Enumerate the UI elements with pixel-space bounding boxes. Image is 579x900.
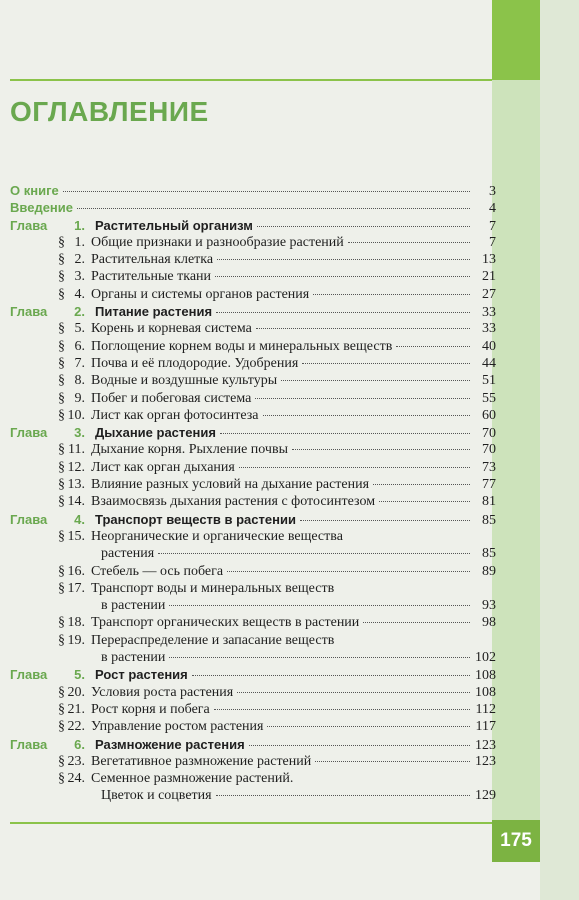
- entry-number: 17.: [67, 580, 85, 596]
- section-sign: §: [58, 615, 65, 631]
- entry-number: 20.: [67, 684, 85, 700]
- entry-page: 4: [489, 201, 496, 217]
- entry-number: 7.: [74, 355, 85, 371]
- entry-number: 22.: [67, 719, 85, 735]
- entry-page: 123: [475, 737, 496, 753]
- entry-page: 13: [482, 252, 496, 268]
- toc-entry[interactable]: [10, 268, 496, 285]
- toc-entry[interactable]: [10, 666, 496, 683]
- entry-page: 77: [482, 477, 496, 493]
- entry-title: Влияние разных условий на дыхание растения: [91, 477, 370, 493]
- entry-number: 5.: [74, 321, 85, 337]
- entry-title: Растительная клетка: [91, 252, 214, 268]
- entry-title: Водные и воздушные культуры: [91, 373, 278, 389]
- entry-title: Дыхание растения: [95, 425, 216, 441]
- entry-title: в растении: [101, 598, 166, 614]
- dot-leader: [363, 622, 470, 623]
- entry-title: Дыхание корня. Рыхление почвы: [91, 442, 288, 458]
- entry-title: Растительные ткани: [91, 269, 212, 285]
- section-sign: §: [58, 321, 65, 337]
- entry-page: 33: [482, 305, 496, 321]
- section-sign: §: [58, 580, 65, 596]
- entry-title: Цветок и соцветия: [101, 788, 212, 804]
- dot-leader: [217, 259, 470, 260]
- entry-number: 15.: [67, 528, 85, 544]
- entry-title: Общие признаки и разнообразие растений: [91, 234, 344, 250]
- entry-number: 1.: [74, 217, 85, 233]
- section-sign: §: [58, 338, 65, 354]
- entry-number: 3.: [74, 269, 85, 285]
- entry-page: 3: [489, 184, 496, 199]
- entry-number: 11.: [68, 442, 85, 458]
- section-sign: §: [58, 528, 65, 544]
- table-of-contents: [10, 182, 496, 805]
- header-tab: [492, 0, 540, 80]
- toc-entry[interactable]: [10, 787, 496, 804]
- dot-leader: [256, 328, 470, 329]
- section-sign: §: [58, 494, 65, 510]
- entry-page: 89: [482, 563, 496, 579]
- toc-entry[interactable]: [10, 459, 496, 476]
- section-sign: §: [58, 719, 65, 735]
- dot-leader: [169, 605, 470, 606]
- section-sign: §: [58, 632, 65, 648]
- entry-title: растения: [101, 546, 155, 562]
- entry-page: 73: [482, 459, 496, 475]
- entry-page: 33: [482, 321, 496, 337]
- entry-title: Лист как орган дыхания: [91, 459, 235, 475]
- entry-title: Взаимосвязь дыхания растения с фотосинтезом: [91, 494, 376, 510]
- entry-page: 7: [489, 218, 496, 234]
- toc-entry[interactable]: [10, 597, 496, 614]
- entry-page: 27: [482, 286, 496, 302]
- dot-leader: [192, 675, 470, 676]
- dot-leader: [379, 501, 470, 502]
- dot-leader: [216, 312, 470, 313]
- toc-entry[interactable]: [10, 286, 496, 303]
- section-sign: §: [58, 477, 65, 493]
- entry-title: Лист как орган фотосинтеза: [91, 407, 259, 423]
- dot-leader: [63, 191, 470, 192]
- toc-entry[interactable]: [10, 684, 496, 701]
- entry-page: 93: [482, 598, 496, 614]
- toc-entry[interactable]: [10, 511, 496, 528]
- toc-entry[interactable]: [10, 545, 496, 562]
- entry-title: Размножение растения: [95, 736, 245, 752]
- toc-entry[interactable]: [10, 614, 496, 631]
- entry-page: 21: [482, 269, 496, 285]
- entry-page: 112: [475, 701, 496, 717]
- toc-entry[interactable]: [10, 736, 496, 753]
- dot-leader: [315, 761, 470, 762]
- entry-page: 7: [489, 234, 496, 250]
- dot-leader: [169, 657, 470, 658]
- top-rule: [10, 79, 492, 81]
- dot-leader: [216, 795, 470, 796]
- entry-title: Почва и её плодородие. Удобрения: [91, 355, 299, 371]
- toc-entry[interactable]: [10, 563, 496, 580]
- entry-page: 70: [482, 442, 496, 458]
- toc-entry[interactable]: [10, 303, 496, 320]
- toc-entry[interactable]: [10, 199, 496, 216]
- chapter-label: Глава: [10, 304, 48, 320]
- entry-number: 18.: [67, 615, 85, 631]
- dot-leader: [348, 242, 470, 243]
- section-sign: §: [58, 753, 65, 769]
- entry-title: Поглощение корнем воды и минеральных веществ: [91, 338, 393, 354]
- entry-page: 55: [482, 390, 496, 406]
- entry-page: 108: [475, 684, 496, 700]
- front-entry-label: О книге: [10, 183, 59, 198]
- toc-entry[interactable]: [10, 701, 496, 718]
- toc-entry[interactable]: [10, 441, 496, 458]
- entry-number: 23.: [67, 753, 85, 769]
- entry-title: Условия роста растения: [91, 684, 234, 700]
- toc-entry[interactable]: [10, 182, 496, 199]
- chapter-label: Глава: [10, 511, 48, 527]
- toc-entry[interactable]: [10, 390, 496, 407]
- toc-entry[interactable]: [10, 407, 496, 424]
- entry-title: Перераспределение и запасание веществ: [91, 632, 335, 648]
- entry-page: 81: [482, 494, 496, 510]
- section-sign: §: [58, 269, 65, 285]
- section-sign: §: [58, 252, 65, 268]
- section-sign: §: [58, 286, 65, 302]
- entry-number: 1.: [74, 234, 85, 250]
- entry-number: 6.: [74, 736, 85, 752]
- dot-leader: [220, 433, 470, 434]
- entry-title: Семенное размножение растений.: [91, 771, 294, 787]
- chapter-label: Глава: [10, 425, 48, 441]
- entry-page: 85: [482, 512, 496, 528]
- entry-title: Рост растения: [95, 667, 188, 683]
- entry-title: Стебель — ось побега: [91, 563, 224, 579]
- entry-number: 16.: [67, 563, 85, 579]
- toc-entry[interactable]: [10, 753, 496, 770]
- toc-entry[interactable]: [10, 217, 496, 234]
- entry-page: 85: [482, 546, 496, 562]
- entry-number: 19.: [67, 632, 85, 648]
- toc-entry[interactable]: [10, 528, 496, 545]
- entry-title: Управление ростом растения: [91, 719, 264, 735]
- entry-title: Транспорт органических веществ в растении: [91, 615, 360, 631]
- toc-entry[interactable]: [10, 632, 496, 649]
- dot-leader: [214, 709, 470, 710]
- dot-leader: [239, 467, 470, 468]
- toc-entry[interactable]: [10, 234, 496, 251]
- dot-leader: [237, 692, 470, 693]
- entry-number: 4.: [74, 511, 85, 527]
- dot-leader: [257, 226, 470, 227]
- entry-number: 6.: [74, 338, 85, 354]
- dot-leader: [215, 276, 470, 277]
- dot-leader: [158, 553, 470, 554]
- entry-title: Растительный организм: [95, 217, 253, 233]
- entry-page: 108: [475, 668, 496, 684]
- entry-title: в растении: [101, 650, 166, 666]
- entry-page: 129: [475, 788, 496, 804]
- section-sign: §: [58, 563, 65, 579]
- entry-page: 98: [482, 615, 496, 631]
- toc-entry[interactable]: [10, 372, 496, 389]
- entry-page: 60: [482, 407, 496, 423]
- toc-entry[interactable]: [10, 580, 496, 597]
- dot-leader: [77, 208, 470, 209]
- page-number: 175: [492, 820, 540, 862]
- entry-number: 10.: [67, 407, 85, 423]
- entry-number: 4.: [74, 286, 85, 302]
- entry-number: 8.: [74, 373, 85, 389]
- entry-title: Питание растения: [95, 304, 213, 320]
- dot-leader: [373, 484, 470, 485]
- dot-leader: [227, 571, 470, 572]
- section-sign: §: [58, 701, 65, 717]
- front-entry-label: Введение: [10, 200, 73, 216]
- section-sign: §: [58, 442, 65, 458]
- entry-number: 9.: [74, 390, 85, 406]
- toc-entry[interactable]: [10, 355, 496, 372]
- entry-number: 12.: [67, 459, 85, 475]
- entry-number: 5.: [74, 667, 85, 683]
- toc-entry[interactable]: [10, 718, 496, 735]
- entry-page: 102: [475, 650, 496, 666]
- entry-title: Транспорт воды и минеральных веществ: [91, 580, 335, 596]
- entry-page: 70: [482, 426, 496, 442]
- section-sign: §: [58, 771, 65, 787]
- toc-entry[interactable]: [10, 424, 496, 441]
- dot-leader: [249, 745, 470, 746]
- section-sign: §: [58, 390, 65, 406]
- section-sign: §: [58, 373, 65, 389]
- dot-leader: [255, 398, 470, 399]
- dot-leader: [281, 380, 470, 381]
- entry-page: 123: [475, 753, 496, 769]
- dot-leader: [267, 726, 470, 727]
- dot-leader: [313, 294, 470, 295]
- chapter-label: Глава: [10, 667, 48, 683]
- entry-page: 40: [482, 338, 496, 354]
- section-sign: §: [58, 355, 65, 371]
- entry-title: Транспорт веществ в растении: [95, 511, 296, 527]
- entry-title: Корень и корневая система: [91, 321, 252, 337]
- page-edge: [540, 0, 579, 900]
- entry-title: Органы и системы органов растения: [91, 286, 310, 302]
- dot-leader: [300, 520, 470, 521]
- entry-number: 2.: [74, 252, 85, 268]
- entry-page: 51: [482, 373, 496, 389]
- chapter-label: Глава: [10, 736, 48, 752]
- toc-entry[interactable]: [10, 493, 496, 510]
- toc-entry[interactable]: [10, 338, 496, 355]
- toc-entry[interactable]: [10, 320, 496, 337]
- dot-leader: [302, 363, 470, 364]
- dot-leader: [292, 449, 470, 450]
- chapter-label: Глава: [10, 217, 48, 233]
- section-sign: §: [58, 684, 65, 700]
- entry-title: Побег и побеговая система: [91, 390, 252, 406]
- entry-number: 13.: [67, 477, 85, 493]
- entry-page: 44: [482, 355, 496, 371]
- entry-page: 117: [475, 719, 496, 735]
- bottom-rule: [10, 822, 492, 824]
- toc-entry[interactable]: [10, 770, 496, 787]
- entry-number: 21.: [67, 701, 85, 717]
- side-band: [492, 80, 540, 820]
- section-sign: §: [58, 407, 65, 423]
- entry-number: 14.: [67, 494, 85, 510]
- section-sign: §: [58, 234, 65, 250]
- toc-entry[interactable]: [10, 476, 496, 493]
- section-sign: §: [58, 459, 65, 475]
- entry-number: 3.: [74, 425, 85, 441]
- entry-title: Рост корня и побега: [91, 701, 210, 717]
- toc-entry[interactable]: [10, 251, 496, 268]
- toc-entry[interactable]: [10, 649, 496, 666]
- entry-number: 24.: [67, 771, 85, 787]
- page-title: ОГЛАВЛЕНИЕ: [10, 96, 209, 127]
- dot-leader: [263, 415, 471, 416]
- entry-title: Вегетативное размножение растений: [91, 753, 312, 769]
- entry-number: 2.: [74, 304, 85, 320]
- dot-leader: [396, 346, 470, 347]
- entry-title: Неорганические и органические вещества: [91, 528, 343, 544]
